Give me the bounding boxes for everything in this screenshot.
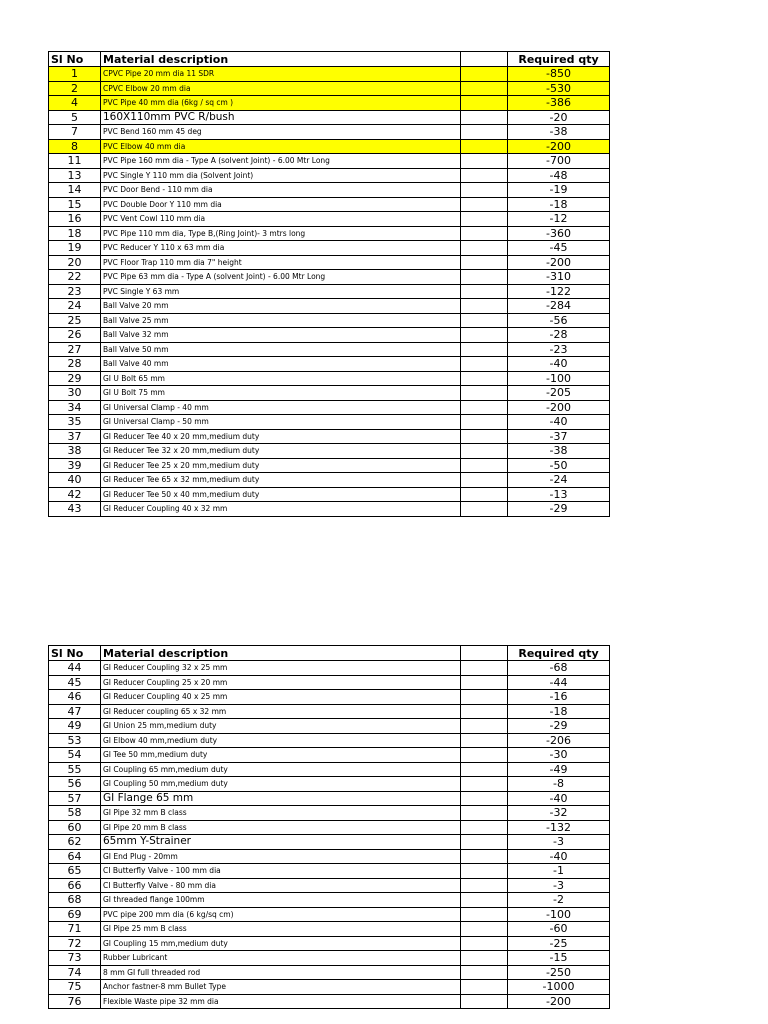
sl-no-cell: 34 xyxy=(49,400,101,415)
material-table-1-body xyxy=(49,67,610,517)
blank-cell xyxy=(461,748,508,763)
table-row xyxy=(49,154,610,169)
table-row xyxy=(49,878,610,893)
blank-cell xyxy=(461,110,508,125)
sl-no-cell: 24 xyxy=(49,299,101,314)
required-qty-cell: -3 xyxy=(508,835,610,850)
material-description-cell: GI Universal Clamp - 50 mm xyxy=(101,415,461,430)
blank-cell xyxy=(461,704,508,719)
table-row xyxy=(49,139,610,154)
material-description-header: Material description xyxy=(101,646,461,661)
blank-cell xyxy=(461,168,508,183)
sl-no-cell: 8 xyxy=(49,139,101,154)
sl-no-cell: 69 xyxy=(49,907,101,922)
material-description-cell: PVC Pipe 63 mm dia - Type A (solvent Joint) - 6.00 Mtr Long xyxy=(101,270,461,285)
table-row xyxy=(49,502,610,517)
blank-cell xyxy=(461,661,508,676)
blank-cell xyxy=(461,733,508,748)
required-qty-cell: -18 xyxy=(508,704,610,719)
material-description-cell: PVC Single Y 63 mm xyxy=(101,284,461,299)
sl-no-cell: 19 xyxy=(49,241,101,256)
material-description-cell: PVC Floor Trap 110 mm dia 7" height xyxy=(101,255,461,270)
table-row xyxy=(49,110,610,125)
table-row xyxy=(49,675,610,690)
sl-no-cell: 64 xyxy=(49,849,101,864)
required-qty-cell: -16 xyxy=(508,690,610,705)
sl-no-cell: 28 xyxy=(49,357,101,372)
blank-cell xyxy=(461,806,508,821)
required-qty-cell: -23 xyxy=(508,342,610,357)
required-qty-header: Required qty xyxy=(508,52,610,67)
material-description-cell: PVC Vent Cowl 110 mm dia xyxy=(101,212,461,227)
material-description-cell: CPVC Elbow 20 mm dia xyxy=(101,81,461,96)
material-description-cell: GI Coupling 50 mm,medium duty xyxy=(101,777,461,792)
table-row xyxy=(49,168,610,183)
material-description-cell: PVC Pipe 160 mm dia - Type A (solvent Joint) - 6.00 Mtr Long xyxy=(101,154,461,169)
blank-cell xyxy=(461,226,508,241)
sl-no-cell: 71 xyxy=(49,922,101,937)
blank-cell xyxy=(461,965,508,980)
material-description-cell: GI Reducer Coupling 40 x 25 mm xyxy=(101,690,461,705)
material-description-cell: GI Reducer coupling 65 x 32 mm xyxy=(101,704,461,719)
blank-cell xyxy=(461,690,508,705)
material-description-cell: PVC Single Y 110 mm dia (Solvent Joint) xyxy=(101,168,461,183)
sl-no-cell: 18 xyxy=(49,226,101,241)
sl-no-cell: 66 xyxy=(49,878,101,893)
required-qty-cell: -44 xyxy=(508,675,610,690)
required-qty-cell: -40 xyxy=(508,849,610,864)
material-description-cell: GI Pipe 20 mm B class xyxy=(101,820,461,835)
blank-cell xyxy=(461,67,508,82)
required-qty-cell: -284 xyxy=(508,299,610,314)
sl-no-cell: 42 xyxy=(49,487,101,502)
blank-header-cell xyxy=(461,52,508,67)
material-description-cell: Ball Valve 25 mm xyxy=(101,313,461,328)
material-description-cell: GI End Plug - 20mm xyxy=(101,849,461,864)
material-description-header: Material description xyxy=(101,52,461,67)
sl-no-cell: 54 xyxy=(49,748,101,763)
sl-no-cell: 76 xyxy=(49,994,101,1009)
material-description-cell: Ball Valve 50 mm xyxy=(101,342,461,357)
required-qty-cell: -19 xyxy=(508,183,610,198)
sl-no-cell: 45 xyxy=(49,675,101,690)
sl-no-cell: 60 xyxy=(49,820,101,835)
required-qty-cell: -18 xyxy=(508,197,610,212)
blank-cell xyxy=(461,197,508,212)
sl-no-cell: 20 xyxy=(49,255,101,270)
table-row xyxy=(49,357,610,372)
material-description-cell: GI U Bolt 65 mm xyxy=(101,371,461,386)
blank-header-cell xyxy=(461,646,508,661)
required-qty-cell: -100 xyxy=(508,907,610,922)
blank-cell xyxy=(461,922,508,937)
sl-no-cell: 72 xyxy=(49,936,101,951)
blank-cell xyxy=(461,893,508,908)
material-description-cell: PVC Elbow 40 mm dia xyxy=(101,139,461,154)
sl-no-cell: 68 xyxy=(49,893,101,908)
blank-cell xyxy=(461,342,508,357)
table-row xyxy=(49,444,610,459)
material-description-cell: GI Reducer Coupling 40 x 32 mm xyxy=(101,502,461,517)
sl-no-header: Sl No xyxy=(49,646,101,661)
blank-cell xyxy=(461,328,508,343)
material-description-cell: PVC Pipe 40 mm dia (6kg / sq cm ) xyxy=(101,96,461,111)
table-row xyxy=(49,719,610,734)
table-row xyxy=(49,67,610,82)
table-row xyxy=(49,284,610,299)
material-description-cell: GI Reducer Tee 65 x 32 mm,medium duty xyxy=(101,473,461,488)
material-description-cell: GI Reducer Tee 50 x 40 mm,medium duty xyxy=(101,487,461,502)
material-description-cell: PVC Pipe 110 mm dia, Type B,(Ring Joint)- 3 mtrs long xyxy=(101,226,461,241)
material-description-cell: GI Reducer Tee 40 x 20 mm,medium duty xyxy=(101,429,461,444)
blank-cell xyxy=(461,487,508,502)
sl-no-cell: 73 xyxy=(49,951,101,966)
required-qty-cell: -28 xyxy=(508,328,610,343)
blank-cell xyxy=(461,994,508,1009)
required-qty-cell: -360 xyxy=(508,226,610,241)
table-row xyxy=(49,415,610,430)
required-qty-cell: -40 xyxy=(508,791,610,806)
table-row xyxy=(49,733,610,748)
required-qty-cell: -100 xyxy=(508,371,610,386)
table-row xyxy=(49,473,610,488)
table-header-row xyxy=(49,646,610,661)
sl-no-cell: 43 xyxy=(49,502,101,517)
required-qty-cell: -56 xyxy=(508,313,610,328)
table-row xyxy=(49,487,610,502)
table-row xyxy=(49,255,610,270)
table-row xyxy=(49,704,610,719)
material-description-cell: GI Flange 65 mm xyxy=(101,791,461,806)
blank-cell xyxy=(461,139,508,154)
table-row xyxy=(49,893,610,908)
required-qty-cell: -32 xyxy=(508,806,610,821)
material-description-cell: Anchor fastner-8 mm Bullet Type xyxy=(101,980,461,995)
blank-cell xyxy=(461,125,508,140)
table-row xyxy=(49,762,610,777)
required-qty-cell: -132 xyxy=(508,820,610,835)
material-description-cell: Ball Valve 40 mm xyxy=(101,357,461,372)
material-description-cell: PVC pipe 200 mm dia (6 kg/sq cm) xyxy=(101,907,461,922)
table-row xyxy=(49,96,610,111)
table-row xyxy=(49,125,610,140)
material-table-2-body xyxy=(49,661,610,1009)
blank-cell xyxy=(461,313,508,328)
blank-cell xyxy=(461,386,508,401)
sl-no-cell: 40 xyxy=(49,473,101,488)
material-description-cell: GI Coupling 15 mm,medium duty xyxy=(101,936,461,951)
required-qty-header: Required qty xyxy=(508,646,610,661)
table-row xyxy=(49,849,610,864)
table-row xyxy=(49,458,610,473)
blank-cell xyxy=(461,791,508,806)
blank-cell xyxy=(461,936,508,951)
table-row xyxy=(49,183,610,198)
required-qty-cell: -2 xyxy=(508,893,610,908)
material-description-cell: PVC Reducer Y 110 x 63 mm dia xyxy=(101,241,461,256)
material-description-cell: 65mm Y-Strainer xyxy=(101,835,461,850)
required-qty-cell: -60 xyxy=(508,922,610,937)
blank-cell xyxy=(461,270,508,285)
material-description-cell: CPVC Pipe 20 mm dia 11 SDR xyxy=(101,67,461,82)
blank-cell xyxy=(461,371,508,386)
sl-no-cell: 44 xyxy=(49,661,101,676)
material-description-cell: GI threaded flange 100mm xyxy=(101,893,461,908)
sl-no-cell: 47 xyxy=(49,704,101,719)
required-qty-cell: -8 xyxy=(508,777,610,792)
sl-no-cell: 65 xyxy=(49,864,101,879)
sl-no-cell: 55 xyxy=(49,762,101,777)
required-qty-cell: -25 xyxy=(508,936,610,951)
sl-no-cell: 4 xyxy=(49,96,101,111)
sl-no-cell: 74 xyxy=(49,965,101,980)
required-qty-cell: -20 xyxy=(508,110,610,125)
table-row xyxy=(49,994,610,1009)
table-row xyxy=(49,400,610,415)
table-row xyxy=(49,226,610,241)
sl-no-cell: 57 xyxy=(49,791,101,806)
required-qty-cell: -250 xyxy=(508,965,610,980)
required-qty-cell: -205 xyxy=(508,386,610,401)
table-row xyxy=(49,328,610,343)
blank-cell xyxy=(461,183,508,198)
sl-no-cell: 37 xyxy=(49,429,101,444)
sl-no-cell: 22 xyxy=(49,270,101,285)
table-row xyxy=(49,212,610,227)
required-qty-cell: -122 xyxy=(508,284,610,299)
material-table-2 xyxy=(48,645,610,1009)
blank-cell xyxy=(461,951,508,966)
table-row xyxy=(49,241,610,256)
required-qty-cell: -3 xyxy=(508,878,610,893)
blank-cell xyxy=(461,400,508,415)
table-row xyxy=(49,907,610,922)
table-row xyxy=(49,820,610,835)
required-qty-cell: -29 xyxy=(508,719,610,734)
blank-cell xyxy=(461,907,508,922)
material-description-cell: PVC Door Bend - 110 mm dia xyxy=(101,183,461,198)
sl-no-header: Sl No xyxy=(49,52,101,67)
required-qty-cell: -530 xyxy=(508,81,610,96)
sl-no-cell: 75 xyxy=(49,980,101,995)
material-description-cell: GI Pipe 25 mm B class xyxy=(101,922,461,937)
required-qty-cell: -200 xyxy=(508,255,610,270)
blank-cell xyxy=(461,835,508,850)
required-qty-cell: -13 xyxy=(508,487,610,502)
sl-no-cell: 16 xyxy=(49,212,101,227)
blank-cell xyxy=(461,762,508,777)
table-row xyxy=(49,965,610,980)
sl-no-cell: 49 xyxy=(49,719,101,734)
required-qty-cell: -200 xyxy=(508,400,610,415)
table-row xyxy=(49,371,610,386)
required-qty-cell: -38 xyxy=(508,125,610,140)
material-description-cell: GI Reducer Coupling 25 x 20 mm xyxy=(101,675,461,690)
sl-no-cell: 39 xyxy=(49,458,101,473)
sl-no-cell: 29 xyxy=(49,371,101,386)
table-row xyxy=(49,864,610,879)
blank-cell xyxy=(461,299,508,314)
material-description-cell: GI Coupling 65 mm,medium duty xyxy=(101,762,461,777)
table-row xyxy=(49,791,610,806)
blank-cell xyxy=(461,241,508,256)
sl-no-cell: 30 xyxy=(49,386,101,401)
required-qty-cell: -386 xyxy=(508,96,610,111)
blank-cell xyxy=(461,777,508,792)
blank-cell xyxy=(461,849,508,864)
blank-cell xyxy=(461,284,508,299)
table-row xyxy=(49,270,610,285)
required-qty-cell: -310 xyxy=(508,270,610,285)
material-description-cell: GI Reducer Coupling 32 x 25 mm xyxy=(101,661,461,676)
material-description-cell: Flexible Waste pipe 32 mm dia xyxy=(101,994,461,1009)
material-description-cell: GI Elbow 40 mm,medium duty xyxy=(101,733,461,748)
material-description-cell: GI U Bolt 75 mm xyxy=(101,386,461,401)
blank-cell xyxy=(461,212,508,227)
table-row xyxy=(49,980,610,995)
table-row xyxy=(49,429,610,444)
required-qty-cell: -45 xyxy=(508,241,610,256)
sl-no-cell: 14 xyxy=(49,183,101,198)
blank-cell xyxy=(461,81,508,96)
material-description-cell: GI Universal Clamp - 40 mm xyxy=(101,400,461,415)
sl-no-cell: 25 xyxy=(49,313,101,328)
blank-cell xyxy=(461,458,508,473)
required-qty-cell: -1000 xyxy=(508,980,610,995)
blank-cell xyxy=(461,255,508,270)
sl-no-cell: 5 xyxy=(49,110,101,125)
sl-no-cell: 2 xyxy=(49,81,101,96)
table-row xyxy=(49,386,610,401)
blank-cell xyxy=(461,878,508,893)
table-row xyxy=(49,806,610,821)
blank-cell xyxy=(461,719,508,734)
material-description-cell: CI Butterfly Valve - 80 mm dia xyxy=(101,878,461,893)
material-description-cell: GI Tee 50 mm,medium duty xyxy=(101,748,461,763)
required-qty-cell: -200 xyxy=(508,994,610,1009)
sl-no-cell: 53 xyxy=(49,733,101,748)
material-description-cell: PVC Bend 160 mm 45 deg xyxy=(101,125,461,140)
required-qty-cell: -48 xyxy=(508,168,610,183)
required-qty-cell: -30 xyxy=(508,748,610,763)
required-qty-cell: -40 xyxy=(508,415,610,430)
sl-no-cell: 46 xyxy=(49,690,101,705)
blank-cell xyxy=(461,864,508,879)
table-row xyxy=(49,197,610,212)
sl-no-cell: 1 xyxy=(49,67,101,82)
blank-cell xyxy=(461,820,508,835)
required-qty-cell: -15 xyxy=(508,951,610,966)
table-row xyxy=(49,748,610,763)
required-qty-cell: -206 xyxy=(508,733,610,748)
table-row xyxy=(49,951,610,966)
blank-cell xyxy=(461,980,508,995)
table-row xyxy=(49,661,610,676)
required-qty-cell: -29 xyxy=(508,502,610,517)
required-qty-cell: -49 xyxy=(508,762,610,777)
required-qty-cell: -50 xyxy=(508,458,610,473)
required-qty-cell: -68 xyxy=(508,661,610,676)
required-qty-cell: -200 xyxy=(508,139,610,154)
sl-no-cell: 58 xyxy=(49,806,101,821)
sl-no-cell: 13 xyxy=(49,168,101,183)
material-description-cell: Rubber Lubricant xyxy=(101,951,461,966)
required-qty-cell: -40 xyxy=(508,357,610,372)
blank-cell xyxy=(461,429,508,444)
material-description-cell: 8 mm GI full threaded rod xyxy=(101,965,461,980)
sl-no-cell: 56 xyxy=(49,777,101,792)
material-description-cell: GI Reducer Tee 32 x 20 mm,medium duty xyxy=(101,444,461,459)
table-row xyxy=(49,81,610,96)
table-row xyxy=(49,690,610,705)
table-row xyxy=(49,936,610,951)
table-row xyxy=(49,835,610,850)
required-qty-cell: -38 xyxy=(508,444,610,459)
material-description-cell: Ball Valve 20 mm xyxy=(101,299,461,314)
sl-no-cell: 11 xyxy=(49,154,101,169)
table-row xyxy=(49,299,610,314)
blank-cell xyxy=(461,357,508,372)
required-qty-cell: -1 xyxy=(508,864,610,879)
material-description-cell: GI Reducer Tee 25 x 20 mm,medium duty xyxy=(101,458,461,473)
blank-cell xyxy=(461,473,508,488)
blank-cell xyxy=(461,154,508,169)
blank-cell xyxy=(461,444,508,459)
required-qty-cell: -12 xyxy=(508,212,610,227)
table-row xyxy=(49,313,610,328)
material-description-cell: CI Butterfly Valve - 100 mm dia xyxy=(101,864,461,879)
blank-cell xyxy=(461,96,508,111)
required-qty-cell: -24 xyxy=(508,473,610,488)
sl-no-cell: 15 xyxy=(49,197,101,212)
required-qty-cell: -37 xyxy=(508,429,610,444)
sl-no-cell: 62 xyxy=(49,835,101,850)
sl-no-cell: 35 xyxy=(49,415,101,430)
table-row xyxy=(49,342,610,357)
material-table-1 xyxy=(48,51,610,517)
sl-no-cell: 7 xyxy=(49,125,101,140)
sl-no-cell: 23 xyxy=(49,284,101,299)
blank-cell xyxy=(461,675,508,690)
required-qty-cell: -850 xyxy=(508,67,610,82)
material-description-cell: GI Pipe 32 mm B class xyxy=(101,806,461,821)
required-qty-cell: -700 xyxy=(508,154,610,169)
blank-cell xyxy=(461,415,508,430)
table-row xyxy=(49,922,610,937)
sl-no-cell: 27 xyxy=(49,342,101,357)
sl-no-cell: 26 xyxy=(49,328,101,343)
material-description-cell: 160X110mm PVC R/bush xyxy=(101,110,461,125)
material-description-cell: Ball Valve 32 mm xyxy=(101,328,461,343)
table-header-row xyxy=(49,52,610,67)
blank-cell xyxy=(461,502,508,517)
table-row xyxy=(49,777,610,792)
sl-no-cell: 38 xyxy=(49,444,101,459)
material-description-cell: PVC Double Door Y 110 mm dia xyxy=(101,197,461,212)
material-description-cell: GI Union 25 mm,medium duty xyxy=(101,719,461,734)
